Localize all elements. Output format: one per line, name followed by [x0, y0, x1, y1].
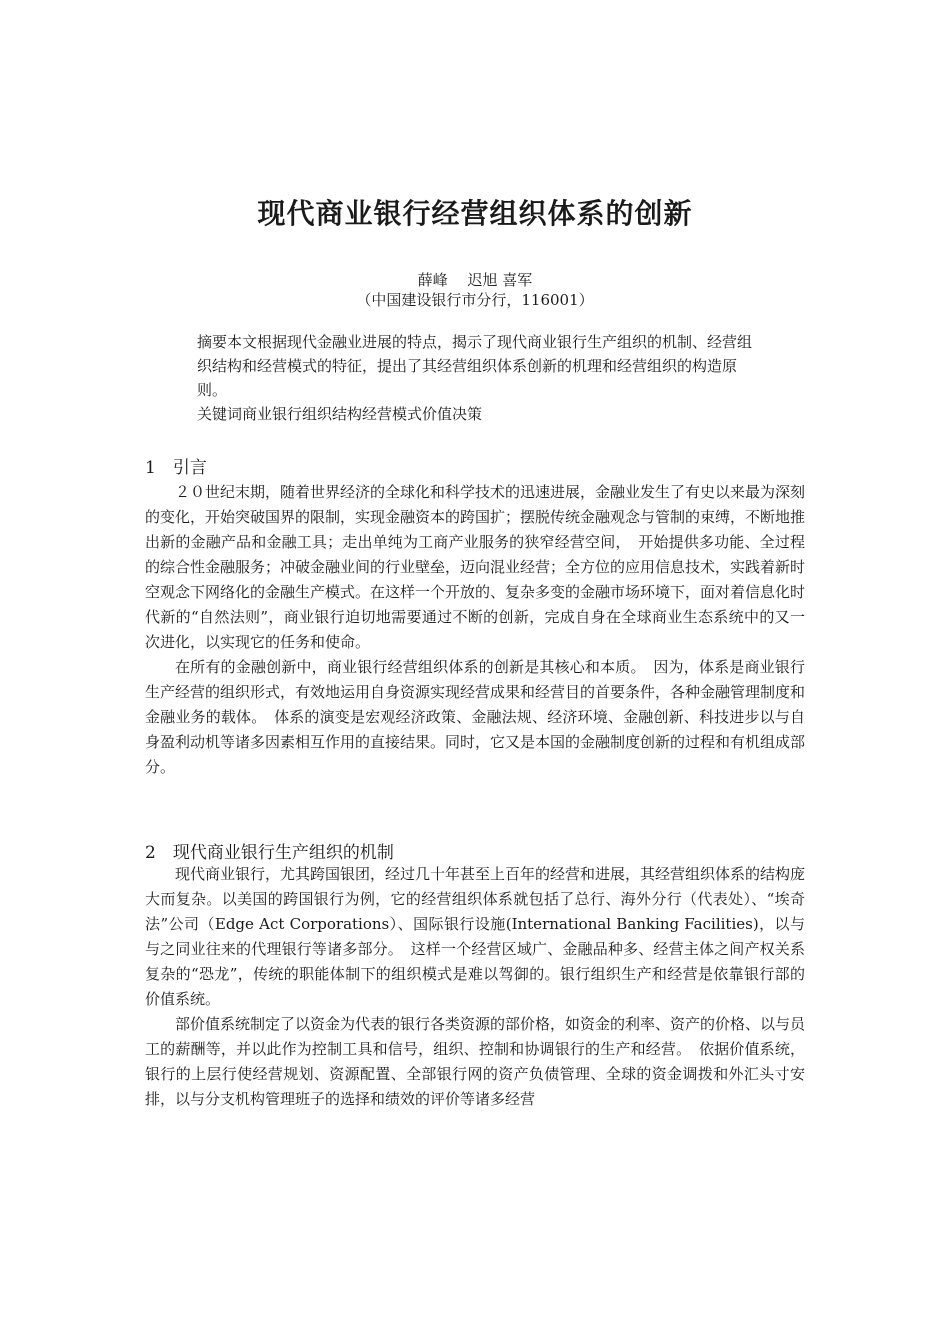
- document-title: 现代商业银行经营组织体系的创新: [257, 197, 693, 230]
- section-2-body: [145, 862, 805, 1112]
- abstract-block: [197, 330, 762, 426]
- keywords-text: 关键词商业银行组织结构经营模式价值决策: [197, 405, 483, 423]
- paragraph: 现代商业银行，尤其跨国银团，经过几十年甚至上百年的经营和进展，其经营组织体系的结构庞大而复杂。以美国的跨国银行为例，它的经营组织体系就包括了总行、海外分行（代表处）、“埃奇法”公司（Edge Act Corporations）、国际银行设施(International Banking Facilities)，以与与之同业往来的代理银行等诸多部分。 这样一个经营区域广、金融品种多、经营主体之间产权关系复杂的“恐龙”，传统的职能体制下的组织模式是难以驾御的。银行组织生产和经营是依靠银行部的价值系统。: [145, 865, 806, 1008]
- authors: 薛峰 迟旭 喜军: [417, 271, 533, 289]
- paragraph: 部价值系统制定了以资金为代表的银行各类资源的部价格，如资金的利率、资产的价格、以与员工的薪酬等，并以此作为控制工具和信号，组织、控制和协调银行的生产和经营。 依据价值系统，银行的上层行使经营规划、资源配置、全部银行网的资产负债管理、全球的资金调拨和外汇头寸安排，以与分支机构管理班子的选择和绩效的评价等诸多经营: [145, 1015, 806, 1108]
- paragraph: ２０世纪末期，随着世界经济的全球化和科学技术的迅速进展，金融业发生了有史以来最为深刻的变化，开始突破国界的限制，实现金融资本的跨国扩；摆脱传统金融观念与管制的束缚，不断地推出新的金融产品和金融工具；走出单纯为工商产业服务的狭窄经营空间， 开始提供多功能、全过程的综合性金融服务；冲破金融业间的行业壁垒，迈向混业经营；全方位的应用信息技术，实践着新时空观念下网络化的金融生产模式。在这样一个开放的、复杂多变的金融市场环境下，面对着信息化时代新的“自然法则”，商业银行迫切地需要通过不断的创新，完成自身在全球商业生态系统中的又一次进化，以实现它的任务和使命。: [145, 483, 806, 651]
- abstract-text: 摘要本文根据现代金融业进展的特点，揭示了现代商业银行生产组织的机制、经营组织结构和经营模式的特征，提出了其经营组织体系创新的机理和经营组织的构造原则。: [197, 333, 753, 399]
- section-1-body: [145, 480, 805, 780]
- affiliation: （中国建设银行市分行，116001）: [356, 291, 594, 309]
- section-2-heading: 2 现代商业银行生产组织的机制: [145, 843, 394, 863]
- section-1-heading: 1 引言: [145, 458, 207, 478]
- paragraph: 在所有的金融创新中，商业银行经营组织体系的创新是其核心和本质。 因为，体系是商业银行生产经营的组织形式，有效地运用自身资源实现经营成果和经营目的首要条件，各种金融管理制度和金融业务的载体。 体系的演变是宏观经济政策、金融法规、经济环境、金融创新、科技进步以与自身盈利动机等诸多因素相互作用的直接结果。同时，它又是本国的金融制度创新的过程和有机组成部分。: [145, 658, 806, 776]
